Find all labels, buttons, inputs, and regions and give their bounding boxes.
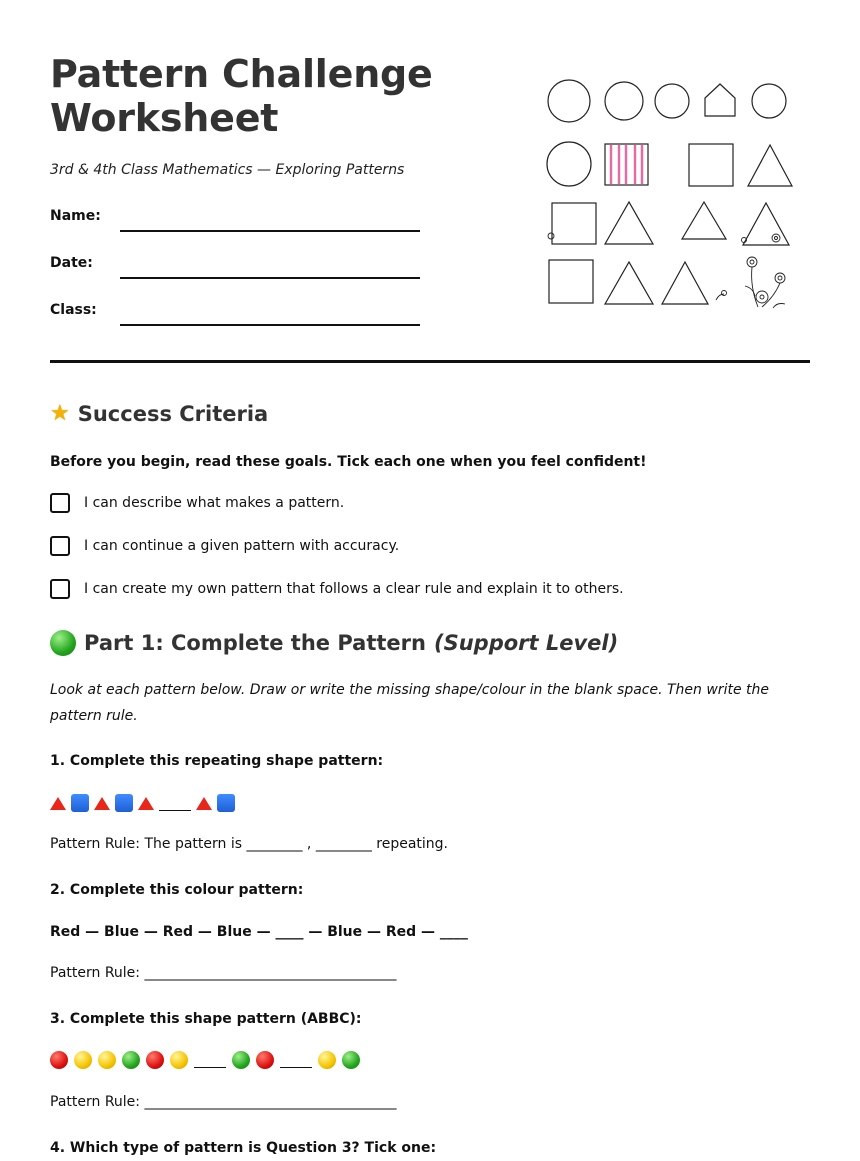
red-circle-icon	[256, 1051, 274, 1069]
name-label: Name:	[50, 208, 101, 224]
green-circle-icon	[50, 630, 76, 656]
criteria-text: I can describe what makes a pattern.	[84, 495, 345, 511]
section-divider	[50, 360, 810, 363]
star-icon: ★	[50, 401, 70, 426]
yellow-circle-icon	[170, 1051, 188, 1069]
q1-prompt: 1. Complete this repeating shape pattern:	[50, 753, 384, 769]
triangle-shape	[605, 262, 653, 304]
subtitle: 3rd & 4th Class Mathematics — Exploring Patterns	[50, 162, 405, 178]
house-shape	[705, 84, 735, 116]
name-line[interactable]	[120, 230, 420, 232]
criteria-text: I can create my own pattern that follows a clear rule and explain it to others.	[84, 581, 624, 597]
answer-blank[interactable]	[159, 796, 191, 811]
red-circle-icon	[146, 1051, 164, 1069]
answer-blank[interactable]	[280, 1053, 312, 1068]
red-triangle-icon	[196, 797, 212, 810]
part1-heading	[50, 630, 618, 656]
criteria-item[interactable]	[50, 536, 399, 556]
triangle-shape	[743, 203, 789, 245]
square-shape	[552, 203, 596, 244]
criteria-item[interactable]	[50, 493, 344, 513]
name-field[interactable]	[50, 202, 420, 232]
page-title	[50, 52, 433, 140]
q3-prompt: 3. Complete this shape pattern (ABBC):	[50, 1011, 362, 1027]
success-criteria-heading	[50, 401, 268, 426]
title-line-1: Pattern Challenge	[50, 52, 433, 96]
yellow-circle-icon	[74, 1051, 92, 1069]
class-field[interactable]	[50, 296, 420, 326]
red-triangle-icon	[94, 797, 110, 810]
blue-square-icon	[217, 794, 235, 812]
q2-sequence: Red — Blue — Red — Blue — ____ — Blue — Red — ____	[50, 924, 468, 940]
criteria-text: I can continue a given pattern with accuracy.	[84, 538, 400, 554]
green-circle-icon	[342, 1051, 360, 1069]
circle-shape	[655, 84, 689, 118]
triangle-shape	[605, 202, 653, 244]
yellow-circle-icon	[98, 1051, 116, 1069]
green-circle-icon	[122, 1051, 140, 1069]
success-intro: Before you begin, read these goals. Tick each one when you feel confident!	[50, 454, 647, 470]
date-field[interactable]	[50, 249, 420, 279]
date-label: Date:	[50, 255, 93, 271]
circle-shape	[548, 80, 590, 122]
title-line-2: Worksheet	[50, 96, 279, 140]
blue-square-icon	[115, 794, 133, 812]
class-line[interactable]	[120, 324, 420, 326]
triangle-shape	[748, 145, 792, 186]
q1-rule: Pattern Rule: The pattern is ________ , ________ repeating.	[50, 836, 449, 852]
yellow-circle-icon	[318, 1051, 336, 1069]
answer-blank[interactable]	[194, 1053, 226, 1068]
date-line[interactable]	[120, 277, 420, 279]
square-shape	[549, 260, 593, 303]
criteria-item[interactable]	[50, 579, 624, 599]
blue-square-icon	[71, 794, 89, 812]
q1-pattern	[50, 794, 235, 812]
part1-instructions: Look at each pattern below. Draw or write the missing shape/colour in the blank space. Then write the pattern rule.	[50, 682, 769, 724]
red-triangle-icon	[138, 797, 154, 810]
circle-shape	[547, 142, 591, 186]
triangle-shape	[682, 202, 726, 239]
q3-pattern	[50, 1051, 360, 1069]
circle-shape	[752, 84, 786, 118]
part1-title: Part 1: Complete the Pattern	[84, 631, 426, 655]
checkbox[interactable]	[50, 493, 70, 513]
pink-stripes	[611, 145, 642, 184]
square-shape	[689, 144, 733, 186]
shapes-illustration	[540, 72, 810, 322]
checkbox[interactable]	[50, 579, 70, 599]
red-triangle-icon	[50, 797, 66, 810]
circle-shape	[605, 82, 643, 120]
triangle-shape	[662, 262, 708, 304]
part1-level: (Support Level)	[433, 631, 619, 655]
red-circle-icon	[50, 1051, 68, 1069]
q4-prompt: 4. Which type of pattern is Question 3? Tick one:	[50, 1140, 437, 1156]
green-circle-icon	[232, 1051, 250, 1069]
q2-prompt: 2. Complete this colour pattern:	[50, 882, 304, 898]
success-criteria-title: Success Criteria	[77, 401, 269, 426]
q3-rule: Pattern Rule: ____________________________________	[50, 1094, 397, 1110]
class-label: Class:	[50, 302, 97, 318]
checkbox[interactable]	[50, 536, 70, 556]
q2-rule: Pattern Rule: ____________________________________	[50, 965, 397, 981]
